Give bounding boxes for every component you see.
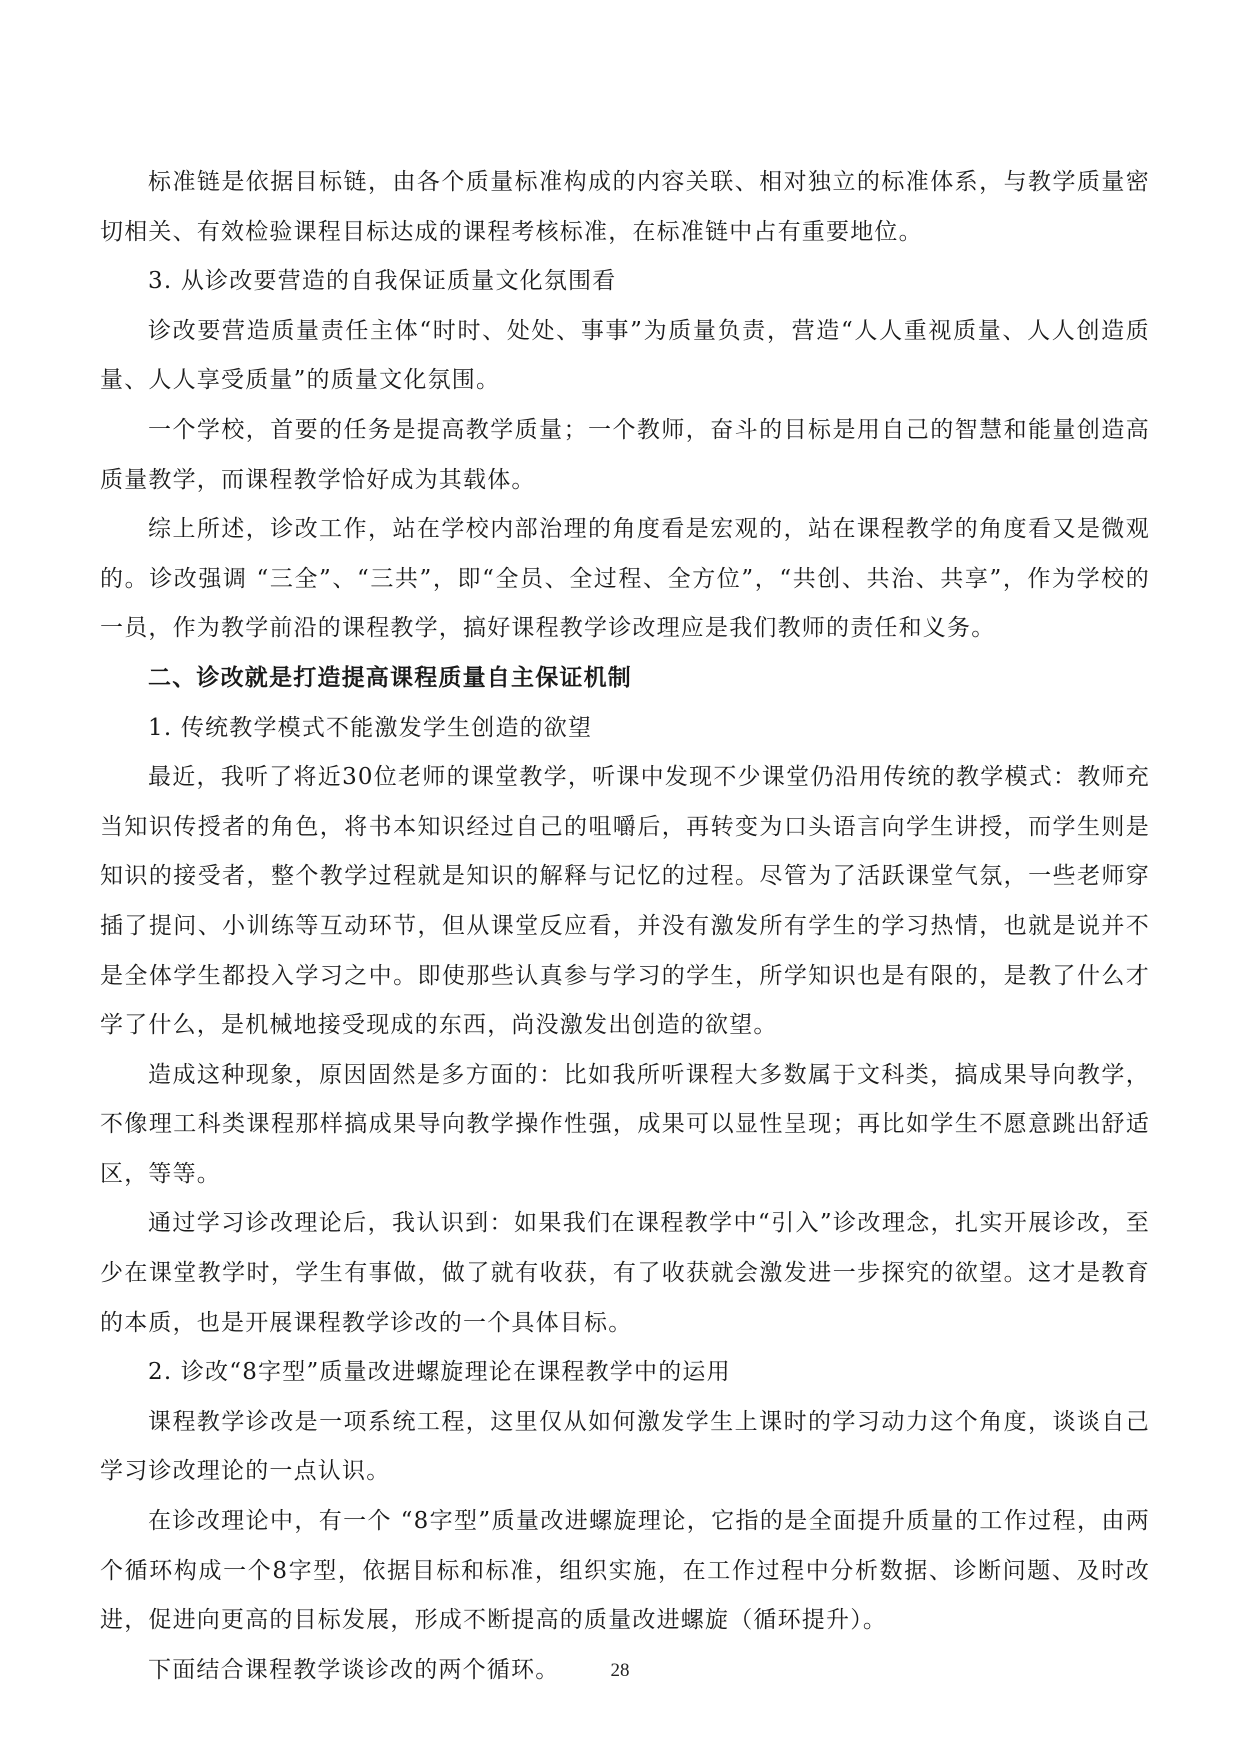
section-heading-two: 二、诊改就是打造提高课程质量自主保证机制 <box>148 664 632 691</box>
paragraph-summary: 综上所述，诊改工作，站在学校内部治理的角度看是宏观的，站在课程教学的角度看又是微观的。诊改强调 “三全”、“三共”，即“全员、全过程、全方位”，“共创、共治、共享”，作为学校的一员，作为教学前沿的课程教学，搞好课程教学诊改理应是我们教师的责任和义务。 <box>100 516 1150 642</box>
paragraph-causes: 造成这种现象，原因固然是多方面的：比如我所听课程大多数属于文科类，搞成果导向教学，不像理工科类课程那样搞成果导向教学操作性强，成果可以显性呈现；再比如学生不愿意跳出舒适区，等等。 <box>100 1061 1150 1187</box>
subheading-culture-atmosphere: 3. 从诊改要营造的自我保证质量文化氛围看 <box>148 268 617 295</box>
paragraph-system-engineering: 课程教学诊改是一项系统工程，这里仅从如何激发学生上课时的学习动力这个角度，谈谈自己学习诊改理论的一点认识。 <box>100 1408 1150 1485</box>
paragraph-quality-responsibility: 诊改要营造质量责任主体“时时、处处、事事”为质量负责，营造“人人重视质量、人人创造质量、人人享受质量”的质量文化氛围。 <box>100 317 1150 394</box>
page-content <box>100 158 1150 1695</box>
paragraph-spiral-theory: 在诊改理论中，有一个 “8字型”质量改进螺旋理论，它指的是全面提升质量的工作过程，由两个循环构成一个8字型，依据目标和标准，组织实施，在工作过程中分析数据、诊断问题、及时改进，促进向更高的目标发展，形成不断提高的质量改进螺旋（循环提升）。 <box>100 1508 1150 1634</box>
paragraph-school-teacher-goal: 一个学校，首要的任务是提高教学质量；一个教师，奋斗的目标是用自己的智慧和能量创造高质量教学，而课程教学恰好成为其载体。 <box>100 416 1150 493</box>
paragraph-two-cycles: 下面结合课程教学谈诊改的两个循环。 <box>148 1656 560 1683</box>
paragraph-classroom-observation: 最近，我听了将近30位老师的课堂教学，听课中发现不少课堂仍沿用传统的教学模式：教师充当知识传授者的角色，将书本知识经过自己的咀嚼后，再转变为口头语言向学生讲授，而学生则是知识的接受者，整个教学过程就是知识的解释与记忆的过程。尽管为了活跃课堂气氛，一些老师穿插了提问、小训练等互动环节，但从课堂反应看，并没有激发所有学生的学习热情，也就是说并不是全体学生都投入学习之中。即使那些认真参与学习的学生，所学知识也是有限的，是教了什么才学了什么，是机械地接受现成的东西，尚没激发出创造的欲望。 <box>100 764 1150 1039</box>
subheading-traditional-teaching: 1. 传统教学模式不能激发学生创造的欲望 <box>148 714 593 741</box>
paragraph-realization: 通过学习诊改理论后，我认识到：如果我们在课程教学中“引入”诊改理念，扎实开展诊改，至少在课堂教学时，学生有事做，做了就有收获，有了收获就会激发进一步探究的欲望。这才是教育的本质，也是开展课程教学诊改的一个具体目标。 <box>100 1210 1150 1336</box>
paragraph-standard-chain: 标准链是依据目标链，由各个质量标准构成的内容关联、相对独立的标准体系，与教学质量密切相关、有效检验课程目标达成的课程考核标准，在标准链中占有重要地位。 <box>100 169 1150 245</box>
page-number: 28 <box>610 1660 630 1681</box>
subheading-figure-eight-theory: 2. 诊改“8字型”质量改进螺旋理论在课程教学中的运用 <box>148 1359 731 1386</box>
